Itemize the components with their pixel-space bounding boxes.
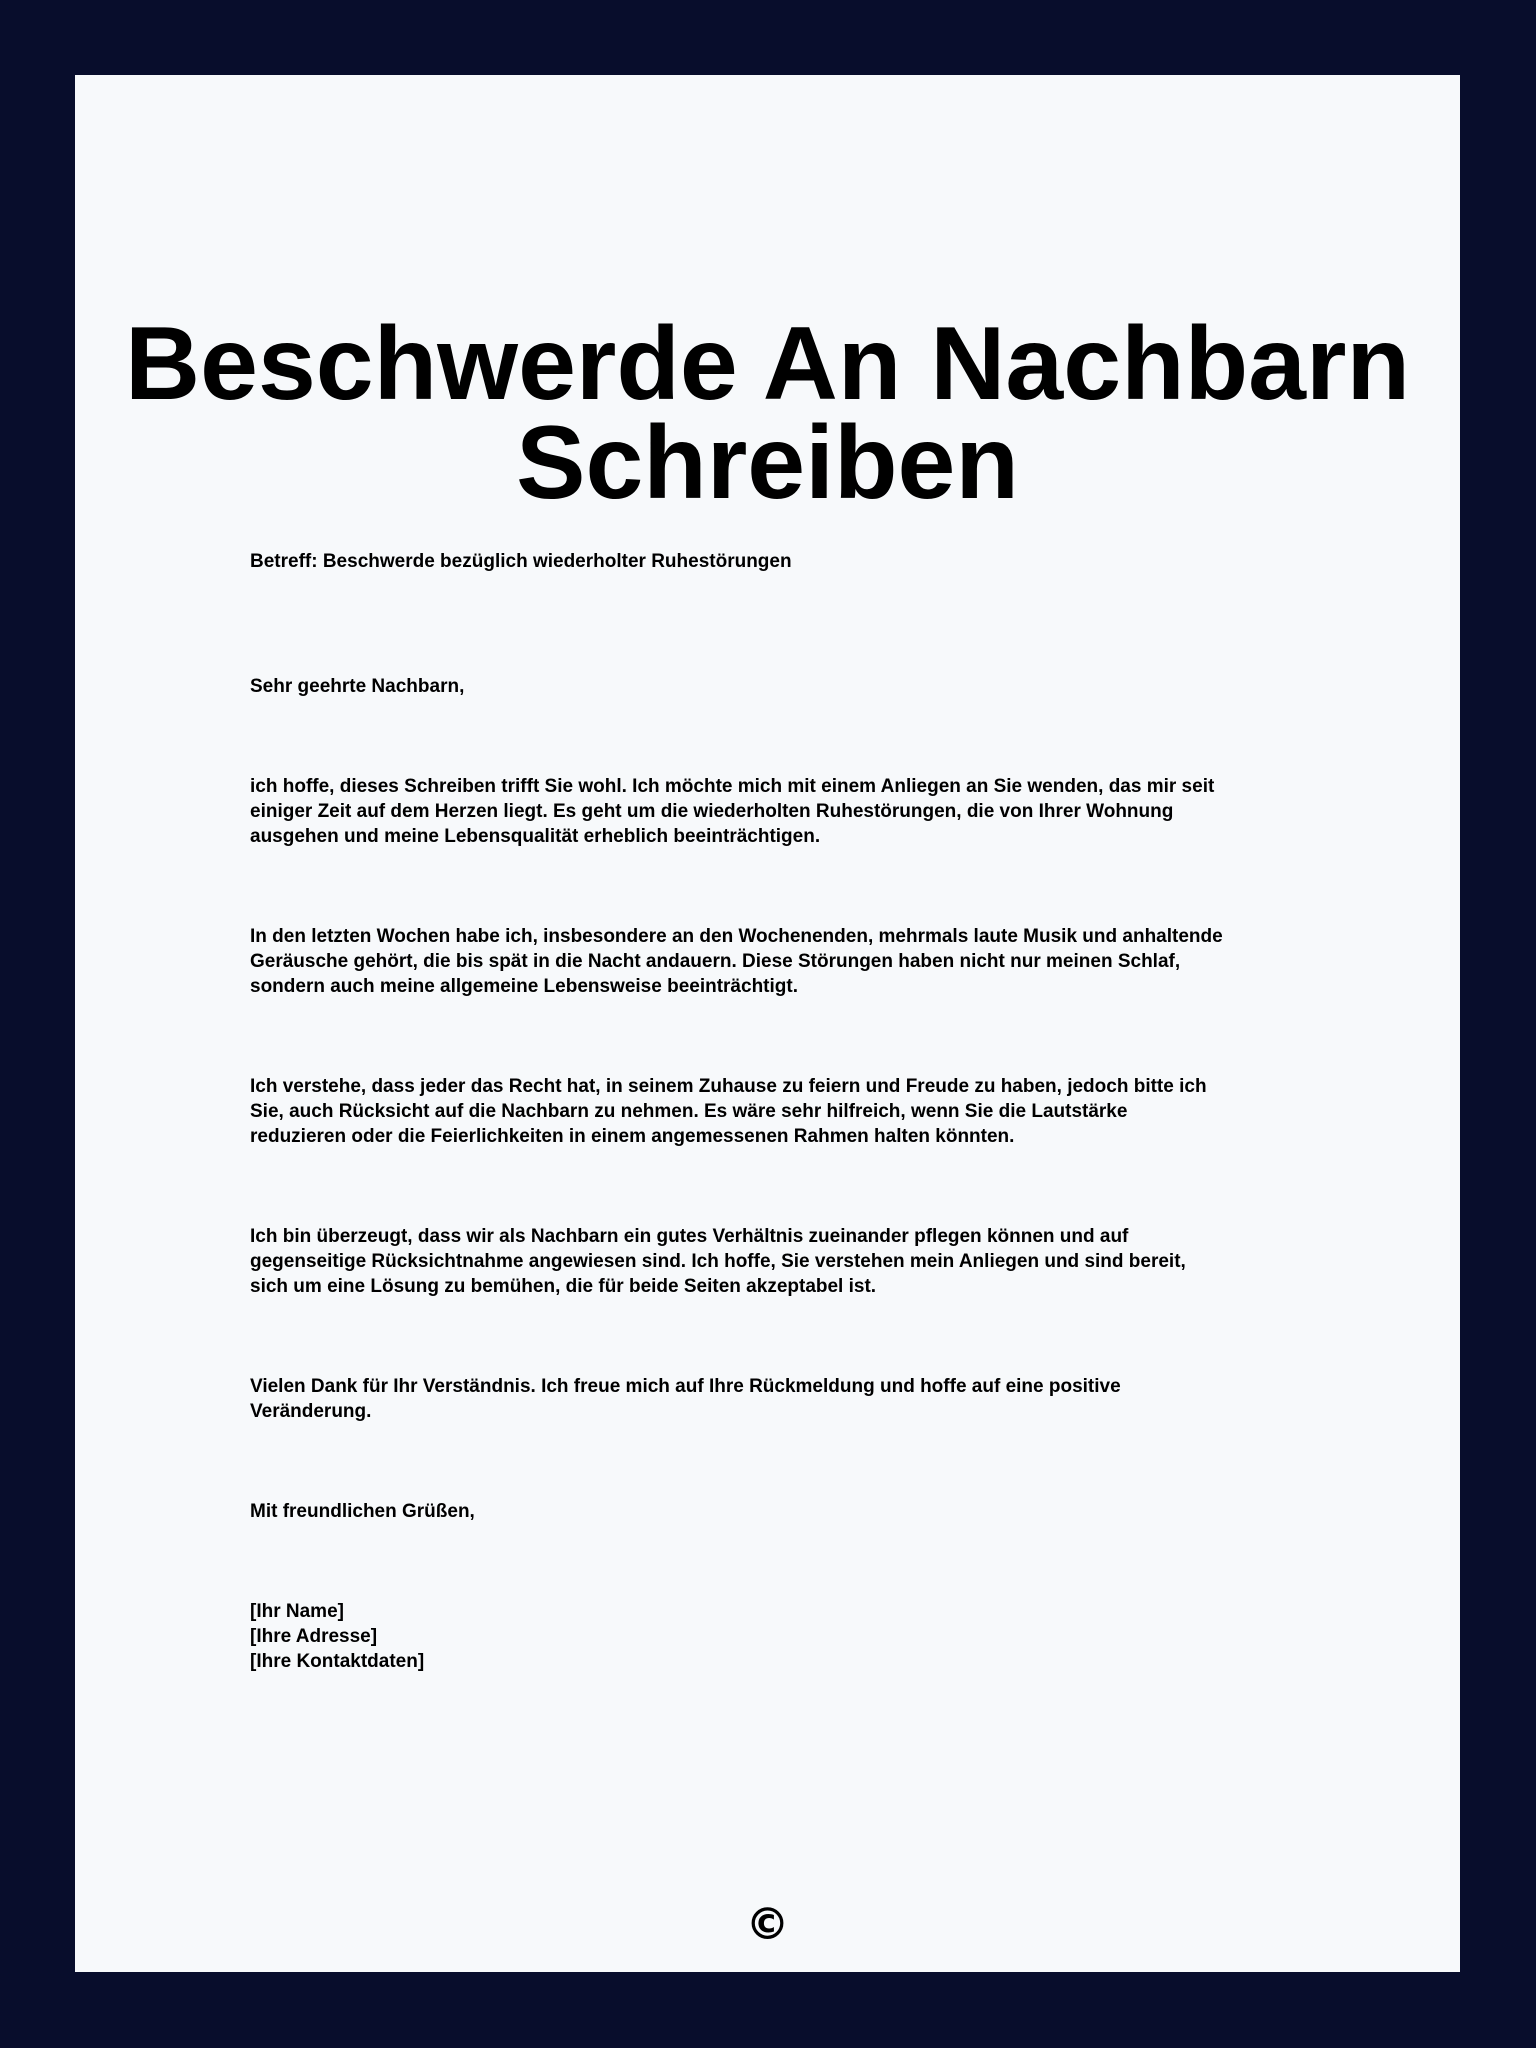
page-title — [75, 306, 1460, 521]
paragraph-1 — [250, 774, 1360, 849]
salutation: Sehr geehrte Nachbarn, — [250, 676, 465, 697]
closing: Mit freundlichen Grüßen, — [250, 1501, 475, 1522]
paragraph-line: Vielen Dank für Ihr Verständnis. Ich freue mich auf Ihre Rückmeldung und hoffe auf eine positive — [250, 1376, 1121, 1397]
paragraph-4 — [250, 1224, 1360, 1299]
copyright-icon: © — [745, 1899, 790, 1950]
paragraph-line: einiger Zeit auf dem Herzen liegt. Es geht um die wiederholten Ruhestörungen, die von Ihrer Wohnung — [250, 801, 1174, 822]
letter-page — [75, 75, 1460, 1972]
signature-block — [250, 1599, 1360, 1674]
paragraph-line: sich um eine Lösung zu bemühen, die für beide Seiten akzeptabel ist. — [250, 1276, 877, 1297]
paragraph-line: ich hoffe, dieses Schreiben trifft Sie wohl. Ich möchte mich mit einem Anliegen an Sie wenden, das mir seit — [250, 776, 1215, 797]
paragraph-2 — [250, 924, 1360, 999]
title-line-1: Beschwerde An Nachbarn — [125, 306, 1410, 422]
paragraph-line: sondern auch meine allgemeine Lebensweise beeinträchtigt. — [250, 976, 798, 997]
paragraph-line: Ich bin überzeugt, dass wir als Nachbarn ein gutes Verhältnis zueinander pflegen können und auf — [250, 1226, 1129, 1247]
paragraph-line: Geräusche gehört, die bis spät in die Nacht andauern. Diese Störungen haben nicht nur meinen Schlaf, — [250, 951, 1181, 972]
paragraph-line: ausgehen und meine Lebensqualität erheblich beeinträchtigen. — [250, 826, 821, 847]
signature-contact: [Ihre Kontaktdaten] — [250, 1651, 425, 1672]
paragraph-line: reduzieren oder die Feierlichkeiten in einem angemessenen Rahmen halten könnten. — [250, 1126, 1015, 1147]
paragraph-line: In den letzten Wochen habe ich, insbesondere an den Wochenenden, mehrmals laute Musik und anhaltende — [250, 926, 1223, 947]
paragraph-line: Ich verstehe, dass jeder das Recht hat, in seinem Zuhause zu feiern und Freude zu haben, jedoch bitte ich — [250, 1076, 1207, 1097]
signature-name: [Ihr Name] — [250, 1601, 344, 1622]
title-line-2: Schreiben — [516, 405, 1019, 521]
paragraph-line: Sie, auch Rücksicht auf die Nachbarn zu nehmen. Es wäre sehr hilfreich, wenn Sie die Lautstärke — [250, 1101, 1128, 1122]
paragraph-3 — [250, 1074, 1360, 1149]
subject-line: Betreff: Beschwerde bezüglich wiederholter Ruhestörungen — [250, 551, 792, 572]
paragraph-line: gegenseitige Rücksichtnahme angewiesen sind. Ich hoffe, Sie verstehen mein Anliegen und sind bereit, — [250, 1251, 1186, 1272]
signature-address: [Ihre Adresse] — [250, 1626, 378, 1647]
paragraph-5 — [250, 1374, 1360, 1424]
paragraph-line: Veränderung. — [250, 1401, 372, 1422]
